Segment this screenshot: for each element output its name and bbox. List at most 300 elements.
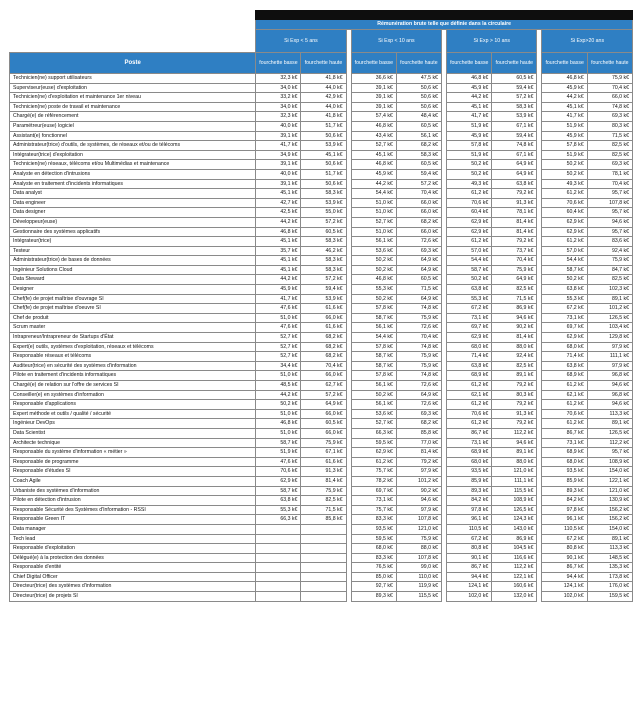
exp-gt20-high-cell: 154,0 k€ <box>587 467 632 477</box>
exp-gt10-high-cell: 79,2 k€ <box>492 381 537 391</box>
table-row <box>10 582 633 592</box>
exp-gt10-high-cell: 78,1 k€ <box>492 208 537 218</box>
exp-lt10-high-cell: 121,0 k€ <box>396 524 441 534</box>
poste-cell: Conseiller(e) en systèmes d'information <box>10 390 256 400</box>
exp-lt10-high-cell: 72,6 k€ <box>396 381 441 391</box>
exp-gt20-high-cell: 173,8 k€ <box>587 572 632 582</box>
exp-gt20-high-cell: 83,6 k€ <box>587 237 632 247</box>
exp-lt10-low-cell: 59,5 k€ <box>351 534 396 544</box>
exp-lt10-high-cell: 60,5 k€ <box>396 160 441 170</box>
exp-gt10-high-cell: 60,5 k€ <box>492 74 537 84</box>
exp-gt20-low-cell: 71,4 k€ <box>542 352 587 362</box>
table-row <box>10 102 633 112</box>
exp-lt5-low-cell: 35,7 k€ <box>256 246 301 256</box>
exp-lt5-high-cell: 70,4 k€ <box>301 361 346 371</box>
exp-gt20-low-cell: 70,6 k€ <box>542 409 587 419</box>
exp-lt5-low-cell: 70,6 k€ <box>256 467 301 477</box>
table-row <box>10 515 633 525</box>
exp-gt20-high-cell: 107,8 k€ <box>587 198 632 208</box>
exp-lt10-low-cell: 66,3 k€ <box>351 428 396 438</box>
table-row <box>10 160 633 170</box>
exp-gt20-high-cell: 78,1 k€ <box>587 169 632 179</box>
exp-lt10-high-cell: 68,2 k€ <box>396 217 441 227</box>
exp-lt10-high-cell: 69,3 k€ <box>396 409 441 419</box>
exp-gt20-low-cell: 57,0 k€ <box>542 246 587 256</box>
poste-cell: Designer <box>10 285 256 295</box>
exp-gt20-low-cell: 97,8 k€ <box>542 505 587 515</box>
table-row <box>10 275 633 285</box>
exp-gt10-low-cell: 61,2 k€ <box>447 189 492 199</box>
poste-cell: Technicien(ne) d'exploitation et maintenance 1er niveau <box>10 93 256 103</box>
exp-lt5-low-cell: 44,2 k€ <box>256 275 301 285</box>
table-row <box>10 467 633 477</box>
exp-lt5-low-cell: 32,3 k€ <box>256 112 301 122</box>
exp-gt20-low-cell: 61,2 k€ <box>542 237 587 247</box>
exp-gt10-high-cell: 160,6 k€ <box>492 582 537 592</box>
exp-gt20-low-cell: 80,8 k€ <box>542 544 587 554</box>
table-row <box>10 333 633 343</box>
header-blank-cell <box>10 20 256 30</box>
exp-gt20-low-cell: 62,9 k€ <box>542 227 587 237</box>
exp-lt10-high-cell: 79,2 k€ <box>396 457 441 467</box>
exp-gt10-low-cell: 85,9 k€ <box>447 476 492 486</box>
exp-lt5-high-cell: 60,5 k€ <box>301 419 346 429</box>
exp-gt10-high-cell: 80,3 k€ <box>492 390 537 400</box>
exp-lt10-high-cell: 57,2 k€ <box>396 179 441 189</box>
exp-gt20-low-cell: 62,9 k€ <box>542 333 587 343</box>
poste-cell: Développeur(euse) <box>10 217 256 227</box>
exp-gt10-high-cell: 91,3 k€ <box>492 198 537 208</box>
exp-lt5-low-cell <box>256 563 301 573</box>
exp-gt10-high-cell: 81,4 k€ <box>492 217 537 227</box>
exp-gt20-high-cell: 75,9 k€ <box>587 74 632 84</box>
exp-lt10-low-cell: 92,7 k€ <box>351 582 396 592</box>
poste-cell: Analyste en traitement d'incidents informatiques <box>10 179 256 189</box>
exp-lt10-low-cell: 54,4 k€ <box>351 189 396 199</box>
exp-lt10-low-cell: 36,6 k€ <box>351 74 396 84</box>
exp-lt10-low-cell: 58,7 k€ <box>351 313 396 323</box>
exp-lt5-high-cell: 50,6 k€ <box>301 160 346 170</box>
exp-lt10-high-cell: 75,9 k€ <box>396 313 441 323</box>
exp-gt10-low-cell: 68,0 k€ <box>447 342 492 352</box>
poste-cell: Chef(fe) de projet maîtrise d'oeuvre SI <box>10 304 256 314</box>
exp-lt10-high-cell: 110,0 k€ <box>396 572 441 582</box>
exp-lt10-low-cell: 44,2 k€ <box>351 179 396 189</box>
exp-lt5-low-cell: 51,0 k€ <box>256 428 301 438</box>
exp-gt20-high-cell: 113,3 k€ <box>587 544 632 554</box>
exp-lt10-low-cell: 52,7 k€ <box>351 141 396 151</box>
exp-lt10-high-cell: 75,9 k€ <box>396 534 441 544</box>
exp-gt10-low-cell: 69,7 k€ <box>447 323 492 333</box>
exp-gt20-high-cell: 96,8 k€ <box>587 371 632 381</box>
exp-lt10-low-cell: 45,9 k€ <box>351 169 396 179</box>
exp-lt10-high-cell: 64,9 k€ <box>396 265 441 275</box>
exp-gt20-low-cell: 86,7 k€ <box>542 428 587 438</box>
poste-cell: Technicien(ne) réseaux, télécoms et/ou Multimédias et maintenance <box>10 160 256 170</box>
exp-lt10-low-cell: 57,8 k€ <box>351 371 396 381</box>
exp-lt10-high-cell: 101,2 k€ <box>396 476 441 486</box>
exp-lt5-high-cell: 58,3 k€ <box>301 237 346 247</box>
exp-lt5-high-cell: 41,8 k€ <box>301 74 346 84</box>
exp-gt20-low-cell: 94,4 k€ <box>542 572 587 582</box>
exp-gt20-high-cell: 94,6 k€ <box>587 400 632 410</box>
exp-gt10-high-cell: 59,4 k€ <box>492 83 537 93</box>
exp-lt5-high-cell: 58,3 k€ <box>301 189 346 199</box>
exp-lt5-low-cell: 41,7 k€ <box>256 141 301 151</box>
col-header-low: fourchette basse <box>351 53 396 74</box>
exp-gt10-low-cell: 58,7 k€ <box>447 265 492 275</box>
poste-cell: Data designer <box>10 208 256 218</box>
poste-cell: Responsable du système d'information « métier » <box>10 448 256 458</box>
exp-lt5-low-cell: 42,7 k€ <box>256 198 301 208</box>
exp-gt10-high-cell: 82,5 k€ <box>492 361 537 371</box>
exp-gt10-low-cell: 45,9 k€ <box>447 83 492 93</box>
group-header-exp-gt10: Si Exp > 10 ans <box>447 30 537 53</box>
exp-gt20-low-cell: 45,9 k€ <box>542 131 587 141</box>
exp-gt20-high-cell: 130,9 k€ <box>587 496 632 506</box>
exp-lt5-high-cell <box>301 563 346 573</box>
exp-lt5-high-cell: 61,6 k€ <box>301 323 346 333</box>
exp-lt10-high-cell: 74,8 k€ <box>396 371 441 381</box>
exp-lt10-low-cell: 39,1 k€ <box>351 102 396 112</box>
exp-gt10-low-cell: 46,8 k€ <box>447 74 492 84</box>
exp-gt10-high-cell: 81,4 k€ <box>492 227 537 237</box>
exp-gt10-low-cell: 96,1 k€ <box>447 515 492 525</box>
exp-lt5-low-cell: 34,9 k€ <box>256 150 301 160</box>
table-row <box>10 313 633 323</box>
exp-gt10-high-cell: 132,0 k€ <box>492 592 537 602</box>
exp-lt5-low-cell: 48,5 k€ <box>256 381 301 391</box>
exp-lt5-high-cell: 58,3 k€ <box>301 256 346 266</box>
exp-gt20-high-cell: 113,3 k€ <box>587 409 632 419</box>
exp-lt10-low-cell: 39,1 k€ <box>351 93 396 103</box>
exp-lt5-low-cell: 52,7 k€ <box>256 352 301 362</box>
exp-lt5-low-cell: 46,8 k€ <box>256 419 301 429</box>
exp-gt20-low-cell: 55,3 k€ <box>542 294 587 304</box>
exp-lt5-low-cell: 45,1 k€ <box>256 189 301 199</box>
exp-gt10-low-cell: 45,9 k€ <box>447 131 492 141</box>
exp-lt5-low-cell: 55,3 k€ <box>256 505 301 515</box>
exp-lt5-low-cell <box>256 592 301 602</box>
poste-cell: Paramétreur(euse) logiciel <box>10 121 256 131</box>
exp-gt10-low-cell: 61,2 k€ <box>447 419 492 429</box>
table-row <box>10 428 633 438</box>
exp-lt5-low-cell: 39,1 k€ <box>256 131 301 141</box>
poste-cell: Pilote en traitement d'incidents informatiques <box>10 371 256 381</box>
exp-gt20-high-cell: 89,1 k€ <box>587 534 632 544</box>
exp-lt10-high-cell: 85,8 k€ <box>396 428 441 438</box>
exp-lt10-high-cell: 115,5 k€ <box>396 592 441 602</box>
exp-lt10-low-cell: 83,3 k€ <box>351 515 396 525</box>
exp-gt10-high-cell: 86,9 k€ <box>492 534 537 544</box>
exp-gt20-high-cell: 70,4 k€ <box>587 179 632 189</box>
exp-gt20-high-cell: 103,4 k€ <box>587 323 632 333</box>
exp-gt20-high-cell: 92,4 k€ <box>587 246 632 256</box>
exp-lt10-high-cell: 99,0 k€ <box>396 563 441 573</box>
exp-lt10-low-cell: 58,7 k€ <box>351 352 396 362</box>
exp-gt10-high-cell: 75,9 k€ <box>492 265 537 275</box>
table-row <box>10 169 633 179</box>
exp-gt20-high-cell: 71,5 k€ <box>587 131 632 141</box>
poste-cell: Chargé(e) de référencement <box>10 112 256 122</box>
poste-cell: Architecte technique <box>10 438 256 448</box>
exp-lt5-high-cell: 68,2 k€ <box>301 333 346 343</box>
exp-gt10-low-cell: 97,8 k€ <box>447 505 492 515</box>
exp-lt5-low-cell: 34,0 k€ <box>256 102 301 112</box>
exp-gt10-high-cell: 70,4 k€ <box>492 256 537 266</box>
exp-gt10-low-cell: 57,8 k€ <box>447 141 492 151</box>
table-row <box>10 285 633 295</box>
exp-gt20-high-cell: 74,8 k€ <box>587 102 632 112</box>
exp-gt10-low-cell: 50,2 k€ <box>447 169 492 179</box>
poste-cell: Auditeur(trice) en sécurité des systèmes d'information <box>10 361 256 371</box>
exp-gt20-high-cell: 156,2 k€ <box>587 515 632 525</box>
exp-lt10-low-cell: 62,9 k€ <box>351 448 396 458</box>
table-row <box>10 448 633 458</box>
exp-gt10-low-cell: 63,8 k€ <box>447 361 492 371</box>
exp-gt10-high-cell: 59,4 k€ <box>492 131 537 141</box>
exp-lt5-high-cell: 45,1 k€ <box>301 150 346 160</box>
exp-gt20-high-cell: 84,7 k€ <box>587 265 632 275</box>
exp-lt10-low-cell: 78,2 k€ <box>351 476 396 486</box>
exp-lt5-high-cell <box>301 544 346 554</box>
table-row <box>10 438 633 448</box>
poste-cell: Coach Agile <box>10 476 256 486</box>
exp-lt10-high-cell: 97,9 k€ <box>396 467 441 477</box>
exp-gt10-low-cell: 62,9 k€ <box>447 333 492 343</box>
exp-gt10-high-cell: 67,1 k€ <box>492 121 537 131</box>
table-row <box>10 93 633 103</box>
exp-gt20-low-cell: 46,8 k€ <box>542 74 587 84</box>
exp-gt20-high-cell: 102,3 k€ <box>587 285 632 295</box>
exp-lt5-high-cell: 51,7 k€ <box>301 121 346 131</box>
exp-gt10-low-cell: 51,9 k€ <box>447 121 492 131</box>
poste-cell: Chargé(e) de relation sur l'offre de services SI <box>10 381 256 391</box>
poste-cell: Directeur(trice) de projets SI <box>10 592 256 602</box>
exp-lt5-low-cell: 51,0 k€ <box>256 313 301 323</box>
exp-gt20-low-cell: 61,2 k€ <box>542 419 587 429</box>
table-row <box>10 112 633 122</box>
exp-lt5-low-cell: 39,1 k€ <box>256 160 301 170</box>
exp-gt20-low-cell: 50,2 k€ <box>542 275 587 285</box>
exp-lt10-low-cell: 89,3 k€ <box>351 592 396 602</box>
exp-lt10-high-cell: 119,9 k€ <box>396 582 441 592</box>
exp-gt10-high-cell: 92,4 k€ <box>492 352 537 362</box>
poste-cell: Ingénieur Solutions Cloud <box>10 265 256 275</box>
exp-lt10-high-cell: 69,3 k€ <box>396 246 441 256</box>
exp-lt5-low-cell: 40,0 k€ <box>256 169 301 179</box>
exp-lt5-high-cell: 67,1 k€ <box>301 448 346 458</box>
exp-gt20-high-cell: 95,7 k€ <box>587 448 632 458</box>
exp-gt20-high-cell: 82,5 k€ <box>587 150 632 160</box>
poste-cell: Responsable de programme <box>10 457 256 467</box>
exp-lt5-high-cell: 53,9 k€ <box>301 198 346 208</box>
exp-gt10-high-cell: 79,2 k€ <box>492 419 537 429</box>
exp-lt10-low-cell: 50,2 k€ <box>351 294 396 304</box>
exp-lt10-low-cell: 61,2 k€ <box>351 457 396 467</box>
col-header-high: fourchette haute <box>301 53 346 74</box>
exp-gt10-low-cell: 54,4 k€ <box>447 256 492 266</box>
exp-gt20-low-cell: 45,9 k€ <box>542 83 587 93</box>
exp-lt10-low-cell: 56,1 k€ <box>351 400 396 410</box>
exp-gt20-low-cell: 73,1 k€ <box>542 313 587 323</box>
exp-lt10-high-cell: 64,9 k€ <box>396 256 441 266</box>
exp-lt10-high-cell: 97,9 k€ <box>396 505 441 515</box>
exp-gt20-high-cell: 80,3 k€ <box>587 121 632 131</box>
exp-lt10-high-cell: 74,8 k€ <box>396 342 441 352</box>
poste-cell: Responsable réseaux et télécoms <box>10 352 256 362</box>
exp-gt20-low-cell: 110,5 k€ <box>542 524 587 534</box>
exp-lt5-low-cell <box>256 534 301 544</box>
exp-gt10-high-cell: 88,0 k€ <box>492 342 537 352</box>
poste-cell: Intrapreneur/Intrapreneur de Startups d'État <box>10 333 256 343</box>
exp-gt20-low-cell: 63,8 k€ <box>542 361 587 371</box>
exp-gt10-high-cell: 111,1 k€ <box>492 476 537 486</box>
exp-gt20-high-cell: 69,3 k€ <box>587 160 632 170</box>
exp-lt10-low-cell: 51,0 k€ <box>351 198 396 208</box>
table-row <box>10 390 633 400</box>
table-row <box>10 371 633 381</box>
exp-gt20-low-cell: 67,2 k€ <box>542 534 587 544</box>
table-row <box>10 409 633 419</box>
exp-gt20-high-cell: 94,6 k€ <box>587 381 632 391</box>
exp-gt10-low-cell: 73,1 k€ <box>447 313 492 323</box>
exp-gt10-low-cell: 62,9 k€ <box>447 217 492 227</box>
exp-lt5-high-cell <box>301 553 346 563</box>
exp-lt5-high-cell <box>301 582 346 592</box>
exp-lt10-low-cell: 52,7 k€ <box>351 217 396 227</box>
exp-gt20-high-cell: 159,5 k€ <box>587 592 632 602</box>
exp-gt20-low-cell: 51,9 k€ <box>542 150 587 160</box>
exp-lt10-low-cell: 58,7 k€ <box>351 361 396 371</box>
exp-lt10-high-cell: 75,9 k€ <box>396 361 441 371</box>
exp-gt10-low-cell: 71,4 k€ <box>447 352 492 362</box>
poste-cell: Responsable Green IT <box>10 515 256 525</box>
table-row <box>10 572 633 582</box>
exp-gt20-high-cell: 95,7 k€ <box>587 208 632 218</box>
exp-gt10-high-cell: 79,2 k€ <box>492 400 537 410</box>
exp-gt10-low-cell: 110,5 k€ <box>447 524 492 534</box>
exp-lt10-low-cell: 56,1 k€ <box>351 323 396 333</box>
table-row <box>10 496 633 506</box>
exp-lt10-high-cell: 72,6 k€ <box>396 237 441 247</box>
exp-lt5-high-cell: 85,8 k€ <box>301 515 346 525</box>
exp-lt5-high-cell: 61,6 k€ <box>301 304 346 314</box>
exp-lt10-high-cell: 74,8 k€ <box>396 304 441 314</box>
header-top-bar <box>256 11 633 20</box>
exp-gt20-low-cell: 67,2 k€ <box>542 304 587 314</box>
exp-lt10-low-cell: 57,8 k€ <box>351 304 396 314</box>
exp-gt10-low-cell: 84,2 k€ <box>447 496 492 506</box>
exp-lt5-low-cell: 42,5 k€ <box>256 208 301 218</box>
exp-gt20-low-cell: 61,2 k€ <box>542 381 587 391</box>
exp-gt10-low-cell: 89,3 k€ <box>447 486 492 496</box>
exp-gt10-high-cell: 108,9 k€ <box>492 496 537 506</box>
exp-lt10-low-cell: 50,2 k€ <box>351 390 396 400</box>
exp-lt5-low-cell: 40,0 k€ <box>256 121 301 131</box>
table-row <box>10 534 633 544</box>
exp-gt10-low-cell: 86,7 k€ <box>447 428 492 438</box>
exp-lt10-low-cell: 56,1 k€ <box>351 237 396 247</box>
exp-lt10-high-cell: 68,2 k€ <box>396 419 441 429</box>
poste-cell: Responsable d'études SI <box>10 467 256 477</box>
exp-lt5-high-cell: 50,6 k€ <box>301 179 346 189</box>
exp-gt10-low-cell: 50,2 k€ <box>447 275 492 285</box>
col-header-high: fourchette haute <box>587 53 632 74</box>
exp-lt10-high-cell: 88,0 k€ <box>396 544 441 554</box>
exp-gt20-low-cell: 93,5 k€ <box>542 467 587 477</box>
table-row <box>10 294 633 304</box>
exp-gt10-high-cell: 112,2 k€ <box>492 563 537 573</box>
exp-gt10-low-cell: 41,7 k€ <box>447 112 492 122</box>
exp-lt10-high-cell: 66,0 k€ <box>396 198 441 208</box>
exp-gt20-high-cell: 70,4 k€ <box>587 83 632 93</box>
exp-lt10-high-cell: 66,0 k€ <box>396 208 441 218</box>
exp-gt20-high-cell: 111,1 k€ <box>587 352 632 362</box>
exp-lt10-low-cell: 75,7 k€ <box>351 467 396 477</box>
poste-cell: Expert méthode et outils / qualité / sécurité <box>10 409 256 419</box>
exp-gt10-high-cell: 82,5 k€ <box>492 285 537 295</box>
table-row <box>10 256 633 266</box>
poste-cell: Superviseur(euse) d'exploitation <box>10 83 256 93</box>
exp-gt10-high-cell: 79,2 k€ <box>492 189 537 199</box>
exp-gt10-high-cell: 71,5 k€ <box>492 294 537 304</box>
exp-lt10-low-cell: 53,6 k€ <box>351 246 396 256</box>
table-row <box>10 476 633 486</box>
table-row <box>10 342 633 352</box>
table-row <box>10 457 633 467</box>
exp-lt5-low-cell: 46,8 k€ <box>256 227 301 237</box>
exp-lt5-high-cell: 68,2 k€ <box>301 342 346 352</box>
exp-lt10-low-cell: 59,5 k€ <box>351 438 396 448</box>
table-row <box>10 544 633 554</box>
exp-gt10-high-cell: 64,9 k€ <box>492 160 537 170</box>
poste-cell: Gestionnaire des systèmes applicatifs <box>10 227 256 237</box>
exp-lt10-high-cell: 48,4 k€ <box>396 112 441 122</box>
exp-gt20-low-cell: 70,6 k€ <box>542 198 587 208</box>
exp-lt10-high-cell: 94,6 k€ <box>396 496 441 506</box>
exp-gt20-low-cell: 73,1 k€ <box>542 438 587 448</box>
main-header: Rémunération brute telle que définie dans la circulaire <box>256 20 633 30</box>
table-row <box>10 505 633 515</box>
exp-lt5-high-cell: 66,0 k€ <box>301 428 346 438</box>
exp-gt20-high-cell: 75,9 k€ <box>587 256 632 266</box>
exp-gt10-high-cell: 64,9 k€ <box>492 275 537 285</box>
poste-cell: Intégrateur(trice) d'exploitation <box>10 150 256 160</box>
exp-gt10-high-cell: 115,5 k€ <box>492 486 537 496</box>
exp-lt5-high-cell: 66,0 k€ <box>301 409 346 419</box>
exp-lt5-low-cell <box>256 524 301 534</box>
exp-gt10-low-cell: 93,5 k€ <box>447 467 492 477</box>
exp-lt10-low-cell: 46,8 k€ <box>351 160 396 170</box>
exp-gt20-low-cell: 96,1 k€ <box>542 515 587 525</box>
exp-lt10-high-cell: 72,6 k€ <box>396 400 441 410</box>
table-row <box>10 553 633 563</box>
poste-cell: Assistant(e) fonctionnel <box>10 131 256 141</box>
exp-gt10-high-cell: 116,6 k€ <box>492 553 537 563</box>
table-row <box>10 246 633 256</box>
table-row <box>10 381 633 391</box>
exp-lt10-high-cell: 72,6 k€ <box>396 323 441 333</box>
exp-lt5-low-cell: 41,7 k€ <box>256 294 301 304</box>
exp-gt20-low-cell: 44,2 k€ <box>542 93 587 103</box>
exp-lt5-low-cell: 58,7 k€ <box>256 486 301 496</box>
exp-lt10-low-cell: 54,4 k€ <box>351 333 396 343</box>
exp-lt10-high-cell: 68,2 k€ <box>396 141 441 151</box>
exp-lt5-high-cell: 55,0 k€ <box>301 208 346 218</box>
exp-lt5-high-cell: 41,8 k€ <box>301 112 346 122</box>
exp-lt10-high-cell: 75,9 k€ <box>396 352 441 362</box>
